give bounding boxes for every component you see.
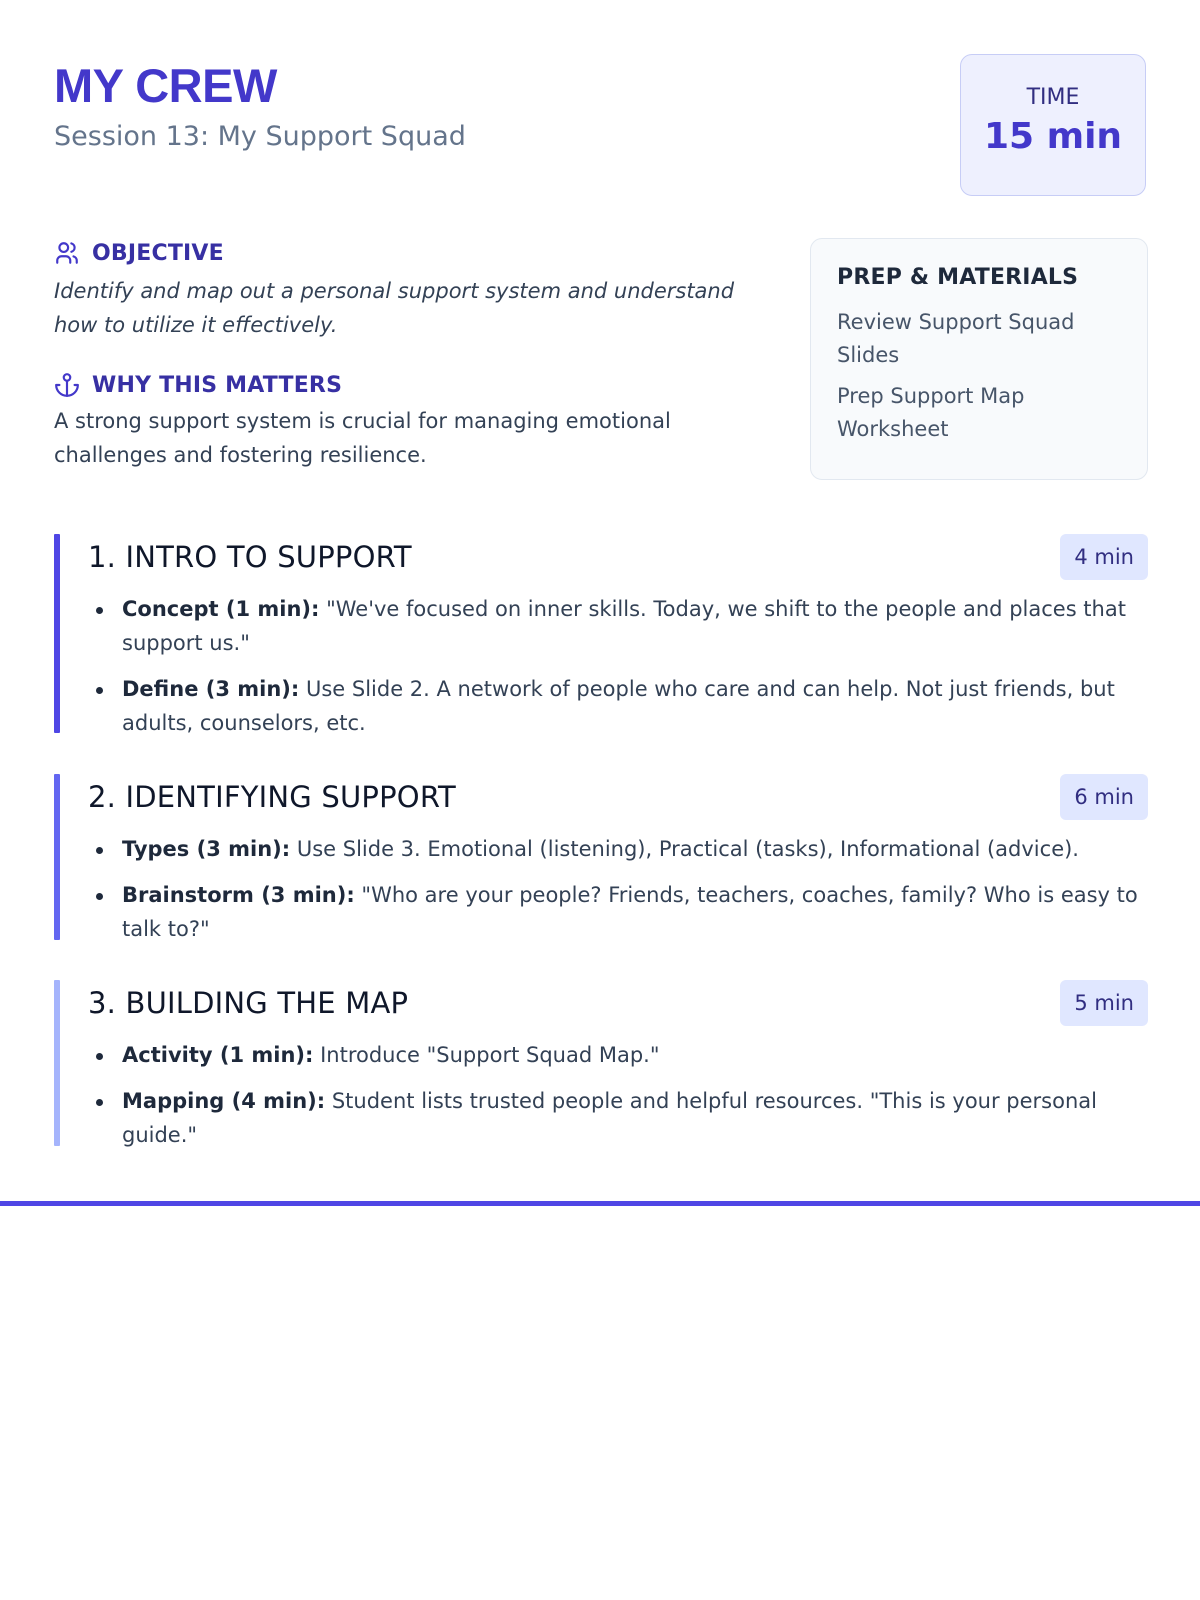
step-title: 3. BUILDING THE MAP — [88, 986, 409, 1020]
prep-materials-box — [810, 238, 1148, 480]
list-item — [88, 832, 1148, 866]
duration-badge: 4 min — [1060, 534, 1148, 580]
time-label: TIME — [1026, 85, 1080, 110]
list-item — [88, 878, 1148, 946]
session-subtitle: Session 13: My Support Squad — [54, 121, 466, 152]
brand-title: MY CREW — [54, 59, 277, 112]
objective-heading — [54, 240, 754, 266]
duration-badge: 6 min — [1060, 774, 1148, 820]
objective-text: Identify and map out a personal support system and understand how to utilize it effectively. — [54, 279, 735, 337]
step-intro-to-support — [54, 534, 1148, 733]
time-box — [960, 54, 1146, 196]
step-title: 2. IDENTIFYING SUPPORT — [88, 780, 456, 814]
bullet-text: Use Slide 2. A network of people who care and can help. Not just friends, but adults, counselors, etc. — [122, 677, 1115, 735]
bullet-label: Brainstorm (3 min): — [122, 883, 355, 907]
duration-badge: 5 min — [1060, 980, 1148, 1026]
bullet-text: "Who are your people? Friends, teachers, coaches, family? Who is easy to talk to?" — [122, 883, 1138, 941]
prep-item: Prep Support Map Worksheet — [837, 384, 1025, 441]
objective-heading-label: OBJECTIVE — [92, 240, 224, 266]
footer-divider — [0, 1201, 1200, 1206]
step-building-the-map — [54, 980, 1148, 1146]
bullet-text: Use Slide 3. Emotional (listening), Practical (tasks), Informational (advice). — [290, 837, 1079, 861]
step-identifying-support — [54, 774, 1148, 940]
bullet-label: Define (3 min): — [122, 677, 300, 701]
bullet-label: Activity (1 min): — [122, 1043, 314, 1067]
bullet-text: Student lists trusted people and helpful resources. "This is your personal guide." — [122, 1089, 1097, 1147]
list-item — [88, 1038, 1148, 1072]
bullet-text: Introduce "Support Squad Map." — [313, 1043, 660, 1067]
bullet-label: Types (3 min): — [122, 837, 291, 861]
step-bullets — [88, 832, 1148, 946]
list-item — [88, 592, 1148, 660]
prep-title: PREP & MATERIALS — [837, 265, 1079, 290]
users-icon — [54, 240, 80, 266]
prep-item: Review Support Squad Slides — [837, 310, 1075, 367]
bullet-label: Concept (1 min): — [122, 597, 320, 621]
why-heading — [54, 372, 754, 398]
list-item — [88, 672, 1148, 740]
bullet-text: "We've focused on inner skills. Today, we shift to the people and places that support us." — [122, 597, 1126, 655]
time-value: 15 min — [983, 116, 1123, 157]
list-item — [88, 1084, 1148, 1152]
why-heading-label: WHY THIS MATTERS — [92, 372, 343, 398]
bullet-label: Mapping (4 min): — [122, 1089, 326, 1113]
objective-section — [54, 240, 754, 472]
prep-list — [837, 306, 1121, 446]
step-bullets — [88, 592, 1148, 740]
why-text: A strong support system is crucial for managing emotional challenges and fostering resilience. — [54, 409, 671, 467]
header — [54, 54, 1146, 196]
step-title: 1. INTRO TO SUPPORT — [88, 540, 412, 574]
anchor-icon — [54, 372, 80, 398]
step-bullets — [88, 1038, 1148, 1152]
